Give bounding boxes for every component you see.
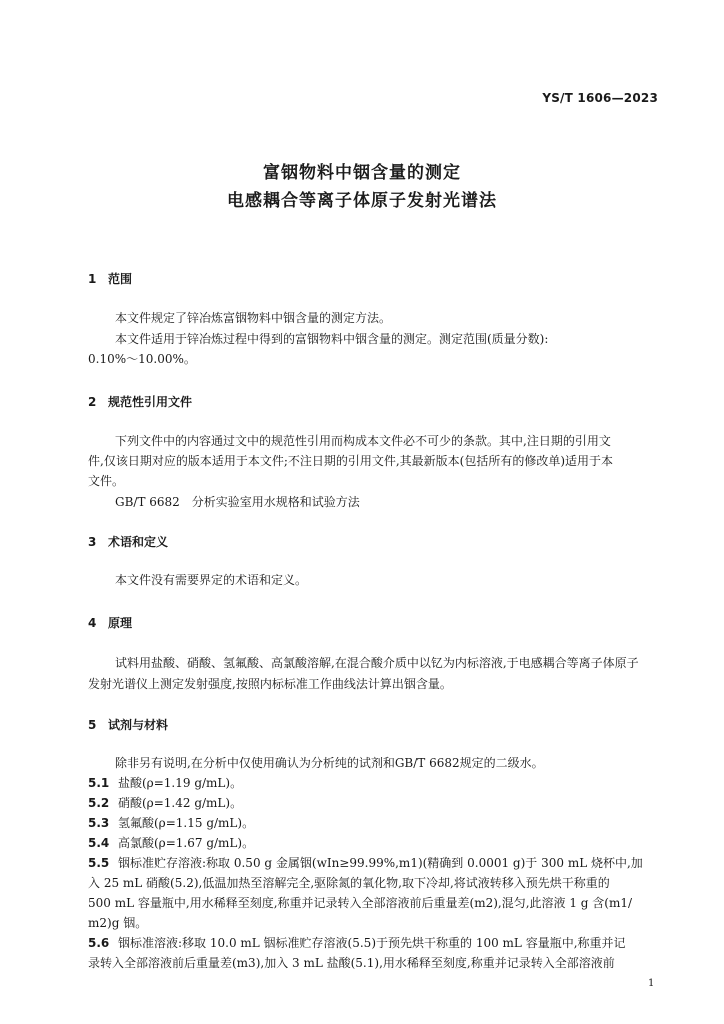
item-number: 5.6 [88, 936, 110, 950]
paragraph-line: 本文件规定了锌冶炼富铟物料中铟含量的测定方法。 [115, 311, 392, 325]
paragraph-line: m2)g 铟。 [88, 916, 148, 930]
section-4-heading [88, 614, 132, 631]
item-text: 盐酸(ρ=1.19 g/mL)。 [118, 776, 243, 790]
paragraph-line: 500 mL 容量瓶中,用水稀释至刻度,称重并记录转入全部溶液前后重量差(m2),混匀,此溶液 1 g 含(m1/ [88, 896, 633, 910]
item-text: 铟标准贮存溶液:称取 0.50 g 金属铟(wIn≥99.99%,m1)(精确到 0.0001 g)于 300 mL 烧杯中,加 [118, 856, 643, 870]
paragraph-line: 本文件没有需要界定的术语和定义。 [115, 573, 308, 587]
section-5-heading [88, 716, 168, 733]
document-title-line-1: 富铟物料中铟含量的测定 [263, 163, 461, 183]
section-title: 范围 [108, 272, 133, 286]
reagent-item [88, 835, 254, 851]
paragraph-line: 发射光谱仪上测定发射强度,按照内标标准工作曲线法计算出铟含量。 [88, 677, 452, 691]
standard-code: YS/T 1606—2023 [542, 91, 658, 105]
section-3-heading [88, 533, 168, 550]
section-title: 原理 [108, 616, 133, 630]
document-title-line-2: 电感耦合等离子体原子发射光谱法 [227, 191, 497, 211]
item-number: 5.4 [88, 836, 110, 850]
item-number: 5.2 [88, 796, 110, 810]
paragraph-line: 本文件适用于锌冶炼过程中得到的富铟物料中铟含量的测定。测定范围(质量分数): [115, 332, 549, 346]
paragraph-line: 入 25 mL 硝酸(5.2),低温加热至溶解完全,驱除氮的氧化物,取下冷却,将试液转移入预先烘干称重的 [88, 876, 610, 890]
item-number: 5.1 [88, 776, 110, 790]
reagent-item [88, 775, 242, 791]
section-1-heading [88, 270, 132, 287]
normative-reference: GB/T 6682 分析实验室用水规格和试验方法 [115, 495, 360, 509]
paragraph-line: 录转入全部溶液前后重量差(m3),加入 3 mL 盐酸(5.1),用水稀释至刻度,称重并记录转入全部溶液前 [88, 956, 615, 970]
section-2-heading [88, 393, 192, 410]
section-title: 术语和定义 [108, 535, 169, 549]
reagent-item [88, 815, 254, 831]
section-number: 3 [88, 535, 97, 549]
section-number: 1 [88, 272, 97, 286]
item-text: 高氯酸(ρ=1.67 g/mL)。 [118, 836, 255, 850]
section-title: 规范性引用文件 [108, 395, 193, 409]
section-number: 5 [88, 718, 97, 732]
item-number: 5.5 [88, 856, 110, 870]
reagent-item [88, 855, 643, 871]
paragraph-line: 试料用盐酸、硝酸、氢氟酸、高氯酸溶解,在混合酸介质中以钇为内标溶液,于电感耦合等离子体原子 [115, 656, 639, 670]
paragraph-line: 除非另有说明,在分析中仅使用确认为分析纯的试剂和GB/T 6682规定的二级水。 [115, 756, 544, 770]
reagent-item [88, 935, 626, 951]
section-title: 试剂与材料 [108, 718, 169, 732]
page-number: 1 [648, 978, 655, 989]
paragraph-line: 件,仅该日期对应的版本适用于本文件;不注日期的引用文件,其最新版本(包括所有的修改单)适用于本 [88, 454, 614, 468]
paragraph-line: 下列文件中的内容通过文中的规范性引用而构成本文件必不可少的条款。其中,注日期的引用文 [115, 434, 611, 448]
section-number: 4 [88, 616, 97, 630]
paragraph-line: 文件。 [88, 474, 125, 488]
section-number: 2 [88, 395, 97, 409]
reagent-item [88, 795, 242, 811]
item-text: 铟标准溶液:移取 10.0 mL 铟标准贮存溶液(5.5)于预先烘干称重的 100 mL 容量瓶中,称重并记 [118, 936, 626, 950]
paragraph-line: 0.10%～10.00%。 [88, 352, 196, 366]
item-text: 氢氟酸(ρ=1.15 g/mL)。 [118, 816, 255, 830]
item-text: 硝酸(ρ=1.42 g/mL)。 [118, 796, 243, 810]
item-number: 5.3 [88, 816, 110, 830]
